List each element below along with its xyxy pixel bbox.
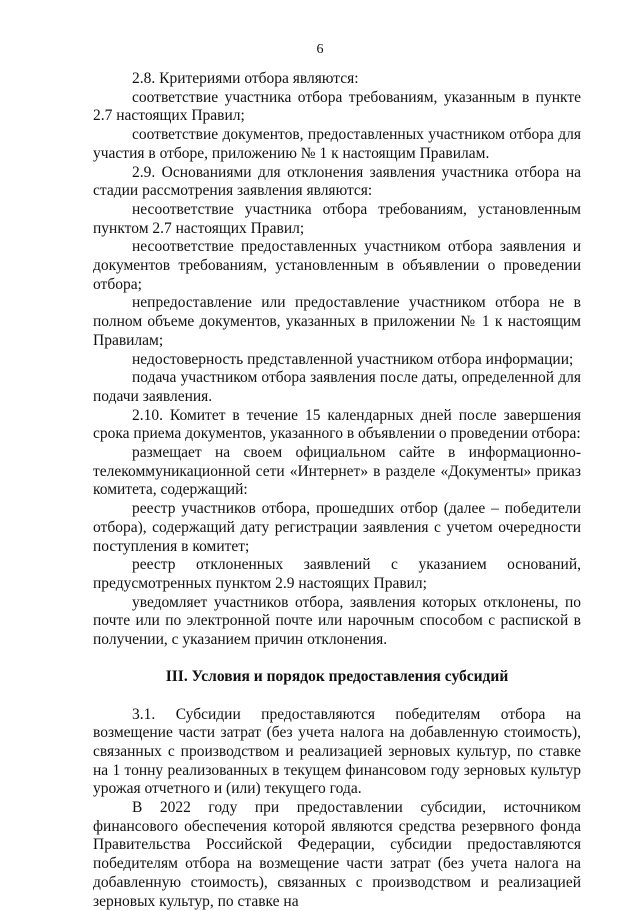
page-number: 6	[316, 42, 324, 57]
paragraph-2-10: 2.10. Комитет в течение 15 календарных дней после завершения срока приема документов, указанного в объявлении о проведении отбора:	[93, 406, 581, 443]
section-3-heading: III. Условия и порядок предоставления субсидий	[165, 667, 509, 685]
rejection-reason-requirements: несоответствие участника отбора требованиям, установленным пунктом 2.7 настоящих Правил;	[93, 200, 581, 237]
criterion-requirements: соответствие участника отбора требованиям, указанным в пункте 2.7 настоящих Правил;	[93, 88, 581, 125]
paragraph-2022-subsidy: В 2022 году при предоставлении субсидии, источником финансового обеспечения которой являются средства резервного фонда Правительства Российской Федерации, субсидии предоставляются победителям отбора на возмещение части затрат (без учета налога на добавленную стоимость), связанных с производством и реализацией зерновых культур, по ставке на	[93, 799, 581, 910]
paragraph-2-8: 2.8. Критериями отбора являются:	[132, 70, 359, 87]
paragraph-2-9: 2.9. Основаниями для отклонения заявления участника отбора на стадии рассмотрения заявления являются:	[93, 163, 581, 200]
rejection-reason-false-information: недостоверность представленной участником отбора информации;	[132, 350, 574, 368]
rejection-reason-late-submission: подача участником отбора заявления после даты, определенной для подачи заявления.	[93, 369, 581, 405]
criterion-documents: соответствие документов, предоставленных участником отбора для участия в отборе, приложению № 1 к настоящим Правилам.	[93, 126, 581, 162]
paragraph-3-1: 3.1. Субсидии предоставляются победителям отбора на возмещение части затрат (без учета налога на добавленную стоимость), связанных с производством и реализацией зерновых культур, по ставке на 1 тонну реализованных в текущем финансовом году зерновых культур урожая отчетного и (или) текущего года.	[93, 705, 581, 798]
action-publish-order: размещает на своем официальном сайте в информационно-телекоммуникационной сети «Интернет» в разделе «Документы» приказ комитета, содержащий:	[93, 444, 581, 499]
registry-rejected: реестр отклоненных заявлений с указанием оснований, предусмотренных пунктом 2.9 настоящих Правил;	[93, 556, 581, 592]
rejection-reason-incomplete-documents: непредоставление или предоставление участником отбора не в полном объеме документов, указанных в приложении № 1 к настоящим Правилам;	[93, 294, 581, 349]
registry-winners: реестр участников отбора, прошедших отбор (далее – победители отбора), содержащий дату регистрации заявления с учетом очередности поступления в комитет;	[93, 500, 581, 555]
page-content	[93, 70, 581, 911]
rejection-reason-documents-mismatch: несоответствие предоставленных участником отбора заявления и документов требованиям, установленным в объявлении о проведении отбора;	[93, 238, 581, 293]
action-notify-rejected: уведомляет участников отбора, заявления которых отклонены, по почте или по электронной почте или нарочным способом с распиской в получении, с указанием причин отклонения.	[93, 593, 581, 649]
